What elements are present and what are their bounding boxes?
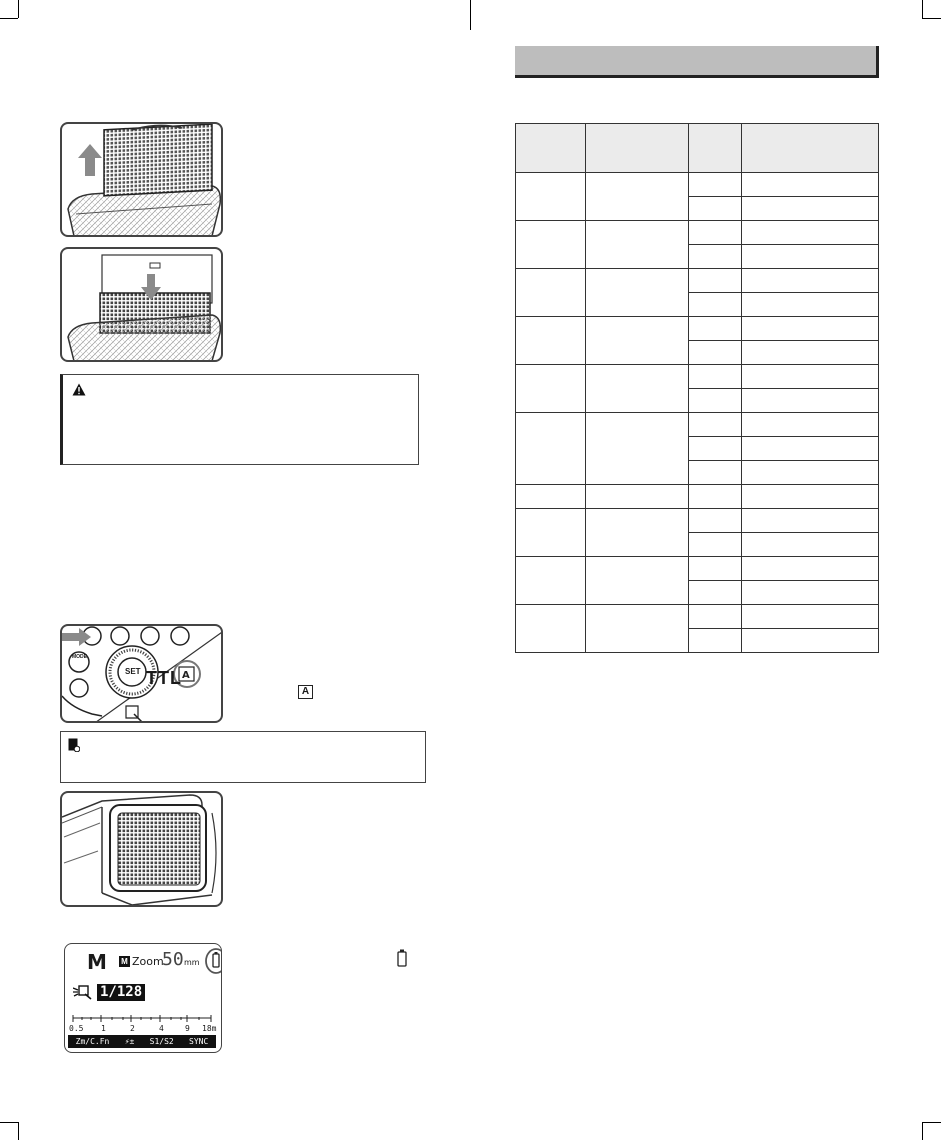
table-cell <box>689 557 742 581</box>
softkey-label: SYNC <box>189 1037 209 1046</box>
set-button-label: SET <box>125 667 141 676</box>
table-cell <box>742 341 879 365</box>
scale-tick-label: 0.5 <box>69 1024 84 1033</box>
table-cell-group <box>516 317 586 365</box>
table-cell <box>742 413 879 437</box>
crop-mark-top-left-h <box>0 18 18 19</box>
table-cell-group <box>516 485 586 509</box>
table-cell <box>689 485 742 509</box>
table-cell <box>742 389 879 413</box>
scale-tick-label: 4 <box>159 1024 164 1033</box>
auto-zoom-icon: A <box>298 685 313 699</box>
spec-table <box>515 123 879 653</box>
figure-filter-insertion <box>60 247 223 362</box>
crop-mark-bottom-left-h <box>0 1122 18 1123</box>
figure-button-panel <box>60 624 223 723</box>
table-row <box>516 269 879 293</box>
scale-tick-label: 18m <box>202 1024 217 1033</box>
table-cell <box>689 245 742 269</box>
table-cell-group <box>516 509 586 557</box>
table-cell <box>689 221 742 245</box>
table-cell <box>689 173 742 197</box>
softkey-label: S1/S2 <box>149 1037 174 1046</box>
table-cell <box>742 245 879 269</box>
table-cell <box>689 581 742 605</box>
table-row <box>516 509 879 533</box>
table-header-cell <box>689 124 742 173</box>
table-cell-group <box>586 605 689 653</box>
table-row <box>516 173 879 197</box>
table-cell <box>742 557 879 581</box>
softkey-label: ⚡± <box>124 1037 135 1046</box>
table-cell-group <box>586 173 689 221</box>
lcd-zoom-m-icon: M <box>119 956 130 967</box>
arrow-right-icon <box>62 628 92 646</box>
table-cell <box>689 365 742 389</box>
table-cell <box>742 581 879 605</box>
table-cell-group <box>516 413 586 485</box>
table-cell <box>742 485 879 509</box>
softkey-label: Zm/C.Fn <box>75 1037 110 1046</box>
table-row <box>516 605 879 629</box>
table-cell <box>689 389 742 413</box>
table-cell-group <box>586 557 689 605</box>
table-cell <box>689 533 742 557</box>
table-cell-group <box>516 557 586 605</box>
table-header-cell <box>742 124 879 173</box>
battery-icon <box>397 949 407 967</box>
lcd-battery-highlight <box>204 947 222 975</box>
table-cell-group <box>516 365 586 413</box>
scale-tick-label: 9 <box>185 1024 190 1033</box>
table-cell <box>742 317 879 341</box>
table-cell <box>742 173 879 197</box>
crop-mark-bottom-left-v <box>18 1122 19 1140</box>
distance-scale <box>71 1014 217 1024</box>
table-cell <box>742 269 879 293</box>
table-row <box>516 317 879 341</box>
table-cell-group <box>586 365 689 413</box>
memo-icon <box>68 738 80 752</box>
arrow-down-icon <box>140 273 162 301</box>
table-header-row <box>516 124 879 173</box>
lcd-zoom-label: Zoom <box>132 955 164 968</box>
table-cell-group <box>516 269 586 317</box>
table-cell <box>689 461 742 485</box>
distance-scale-labels <box>69 1024 219 1034</box>
table-row <box>516 557 879 581</box>
lcd-zoom-value: 50 <box>162 949 184 970</box>
table-header-cell <box>586 124 689 173</box>
figure-filter-attached <box>60 791 223 907</box>
svg-text:A: A <box>182 670 190 681</box>
table-row <box>516 365 879 389</box>
table-cell <box>689 605 742 629</box>
table-cell-group <box>516 605 586 653</box>
filter-removal-illustration <box>62 124 223 237</box>
flash-power-icon <box>73 982 93 1000</box>
table-cell <box>689 629 742 653</box>
arrow-up-icon <box>77 142 103 178</box>
table-body <box>516 173 879 653</box>
table-cell <box>742 221 879 245</box>
table-cell <box>742 437 879 461</box>
scale-tick-label: 1 <box>101 1024 106 1033</box>
table-cell-group <box>586 413 689 485</box>
table-cell <box>689 293 742 317</box>
table-row <box>516 485 879 509</box>
table-cell <box>742 197 879 221</box>
table-cell-group <box>586 317 689 365</box>
lcd-power-value: 1/128 <box>97 984 145 1001</box>
lcd-zoom-unit: mm <box>184 958 200 967</box>
table-cell <box>689 437 742 461</box>
filter-insertion-illustration <box>62 249 223 362</box>
crop-mark-top-right-h <box>922 18 941 19</box>
table-cell <box>742 365 879 389</box>
note-box <box>60 731 426 783</box>
table-cell <box>689 197 742 221</box>
table-cell-group <box>586 221 689 269</box>
lcd-mode: M <box>87 950 107 974</box>
crop-mark-top-left-v <box>18 0 19 18</box>
caution-box <box>60 374 419 465</box>
table-cell <box>742 533 879 557</box>
lcd-softkey-strip <box>68 1035 216 1048</box>
warning-triangle-icon <box>72 383 86 396</box>
table-cell-group <box>516 173 586 221</box>
crop-mark-top-center <box>470 0 471 30</box>
table-cell-group <box>586 269 689 317</box>
table-cell <box>689 317 742 341</box>
table-cell-group <box>586 485 689 509</box>
table-cell <box>742 461 879 485</box>
figure-filter-removal <box>60 122 223 237</box>
mode-button-label: MODE <box>72 654 87 660</box>
filter-attached-illustration <box>62 793 223 907</box>
crop-mark-bottom-right-h <box>922 1122 941 1123</box>
panel-display-text: TTL <box>146 668 182 688</box>
table-cell-group <box>516 221 586 269</box>
table-cell <box>742 605 879 629</box>
table-header-cell <box>516 124 586 173</box>
table-cell <box>742 629 879 653</box>
crop-mark-top-right-v <box>922 0 923 18</box>
scale-tick-label: 2 <box>130 1024 135 1033</box>
table-cell <box>689 413 742 437</box>
table-cell-group <box>586 509 689 557</box>
table-cell <box>689 509 742 533</box>
section-header <box>515 46 879 78</box>
table-cell <box>742 509 879 533</box>
table-cell <box>742 293 879 317</box>
crop-mark-bottom-right-v <box>922 1122 923 1140</box>
table-cell <box>689 341 742 365</box>
table-row <box>516 413 879 437</box>
table-cell <box>689 269 742 293</box>
table-row <box>516 221 879 245</box>
